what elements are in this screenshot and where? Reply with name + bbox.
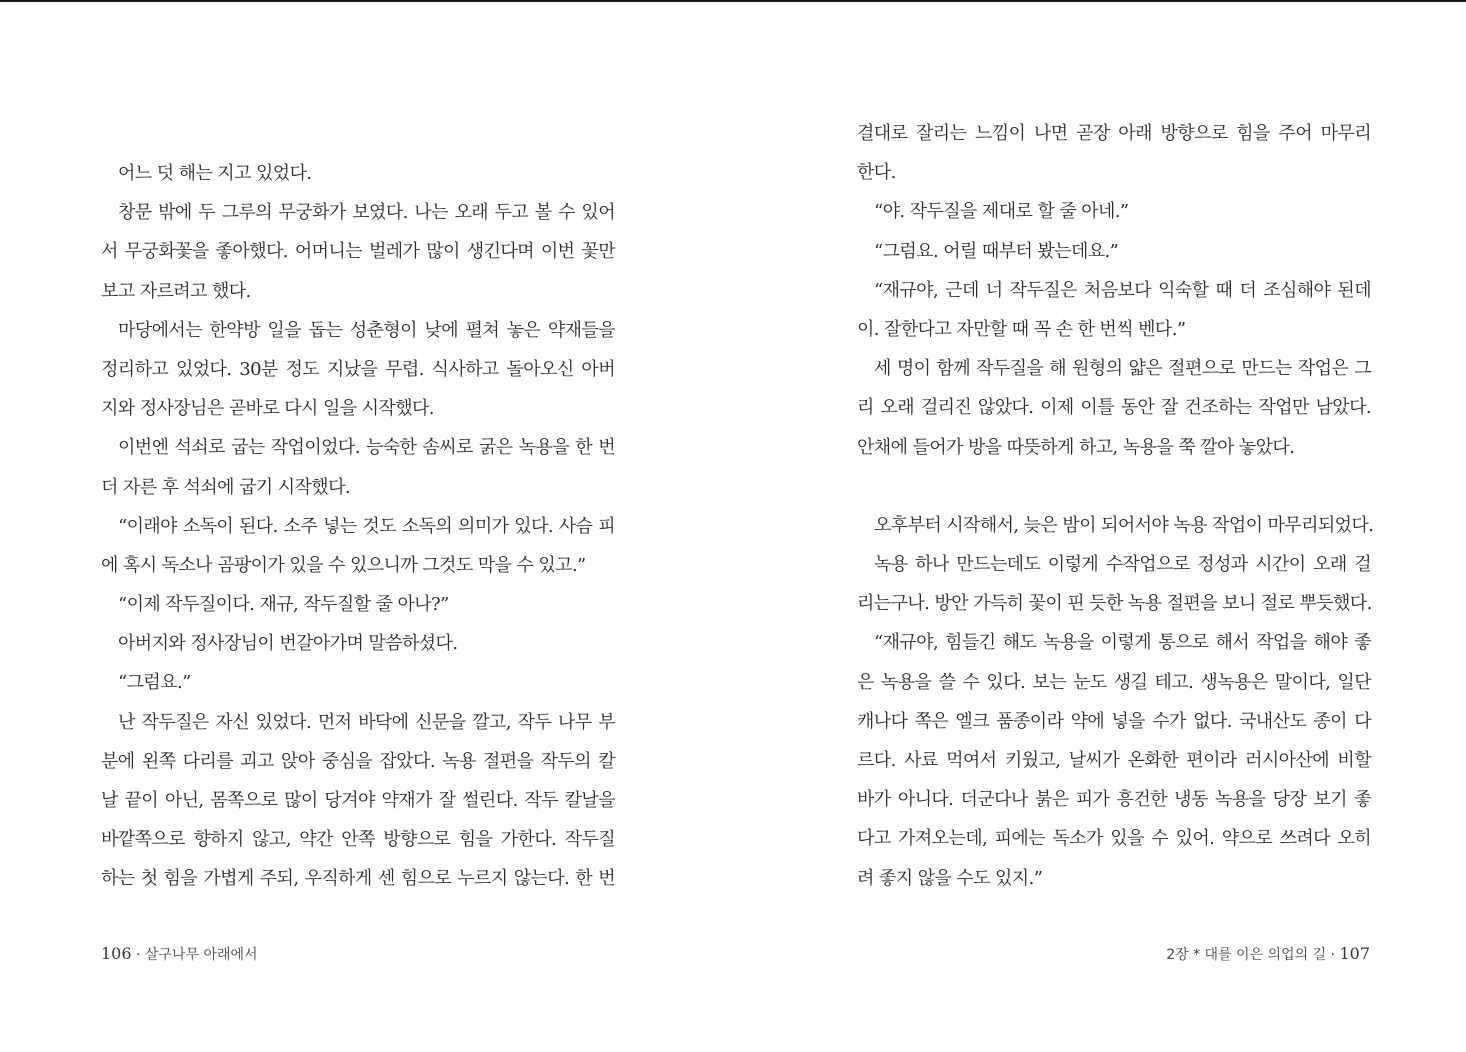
text-line: 지와 정사장님은 곧바로 다시 일을 시작했다. <box>101 398 434 420</box>
right-page-text <box>857 114 1374 898</box>
text-line: 분에 왼쪽 다리를 괴고 앉아 중심을 잡았다. 녹용 절편을 작두의 칼 <box>101 750 615 772</box>
text-line: “이제 작두질이다. 재규, 작두질할 줄 아나?” <box>118 594 449 616</box>
text-line: 하는 첫 힘을 가볍게 주되, 우직하게 센 힘으로 누르지 않는다. 한 번 <box>101 868 615 890</box>
text-line: 바가 아니다. 더군다나 붉은 피가 흥건한 냉동 녹용을 당장 보기 좋 <box>857 789 1371 811</box>
text-line: 이. 잘한다고 자만할 때 꼭 손 한 번씩 벤다.” <box>857 318 1186 340</box>
top-border-rule <box>0 0 1466 2</box>
blank-line <box>857 467 1371 506</box>
text-line: “그럼요.” <box>118 672 191 694</box>
text-line: 어느 덧 해는 지고 있었다. <box>118 163 312 184</box>
left-page-number: 106 <box>101 944 132 963</box>
text-line: 한다. <box>857 162 896 184</box>
left-folio <box>101 944 258 964</box>
text-line: 르다. 사료 먹여서 키웠고, 날씨가 온화한 편이라 러시아산에 비할 <box>857 750 1371 771</box>
text-line: 바깥쪽으로 향하지 않고, 약간 안쪽 방향으로 힘을 가한다. 작두질 <box>101 829 615 851</box>
text-line: “그럼요. 어릴 때부터 봤는데요.” <box>874 240 1119 262</box>
text-line: 보고 자르려고 했다. <box>101 280 251 302</box>
text-line: 난 작두질은 자신 있었다. 먼저 바닥에 신문을 깔고, 작두 나무 부 <box>118 711 615 733</box>
text-line: 안채에 들어가 방을 따뜻하게 하고, 녹용을 쭉 깔아 놓았다. <box>857 436 1295 458</box>
text-line: 에 혹시 독소나 곰팡이가 있을 수 있으니까 그것도 막을 수 있고.” <box>101 554 586 576</box>
text-line: “재규야, 힘들긴 해도 녹용을 이렇게 통으로 해서 작업을 해야 좋 <box>874 632 1371 654</box>
text-line: 오후부터 시작해서, 늦은 밤이 되어서야 녹용 작업이 마무리되었다. <box>874 514 1374 536</box>
text-line: “야. 작두질을 제대로 할 줄 아네.” <box>874 201 1129 223</box>
right-page-number: 107 <box>1339 944 1370 963</box>
text-line: 은 녹용을 쓸 수 있다. 보는 눈도 생길 테고. 생녹용은 말이다, 일단 <box>857 671 1371 693</box>
text-line: 다고 가져오는데, 피에는 독소가 있을 수 있어. 약으로 쓰려다 오히 <box>857 828 1371 850</box>
book-title: 살구나무 아래에서 <box>144 947 258 963</box>
left-folio-separator: · <box>136 947 141 963</box>
chapter-title: 2장 * 대를 이은 의업의 길 <box>1166 947 1327 963</box>
text-line: 캐나다 쪽은 엘크 품종이라 약에 넣을 수가 없다. 국내산도 종이 다 <box>857 710 1371 732</box>
text-line: “재규야, 근데 너 작두질은 처음보다 익숙할 때 더 조심해야 된데 <box>874 279 1371 301</box>
text-line: 더 자른 후 석쇠에 굽기 시작했다. <box>101 476 350 498</box>
text-line: 결대로 잘리는 느낌이 나면 곧장 아래 방향으로 힘을 주어 마무리 <box>857 123 1371 144</box>
text-line: 이번엔 석쇠로 굽는 작업이었다. 능숙한 솜씨로 굵은 녹용을 한 번 <box>118 437 615 459</box>
text-line: 마당에서는 한약방 일을 돕는 성춘형이 낮에 펼쳐 놓은 약재들을 <box>118 319 615 341</box>
right-folio-separator: · <box>1330 947 1335 963</box>
text-line: 리 오래 걸리진 않았다. 이제 이틀 동안 잘 건조하는 작업만 남았다. <box>857 397 1371 419</box>
left-page-text <box>101 154 615 899</box>
text-line: “이래야 소독이 된다. 소주 넣는 것도 소독의 의미가 있다. 사슴 피 <box>118 515 615 537</box>
text-line: 아버지와 정사장님이 번갈아가며 말씀하셨다. <box>118 633 458 655</box>
text-line: 려 좋지 않을 수도 있지.” <box>857 867 1043 889</box>
right-folio <box>1166 944 1370 964</box>
text-line: 세 명이 함께 작두질을 해 원형의 얇은 절편으로 만드는 작업은 그 <box>874 358 1371 380</box>
text-line: 정리하고 있었다. 30분 정도 지났을 무렵. 식사하고 돌아오신 아버 <box>101 358 615 380</box>
text-line: 창문 밖에 두 그루의 무궁화가 보였다. 나는 오래 두고 볼 수 있어 <box>118 202 615 224</box>
text-line: 녹용 하나 만드는데도 이렇게 수작업으로 정성과 시간이 오래 걸 <box>874 554 1371 576</box>
text-line: 서 무궁화꽃을 좋아했다. 어머니는 벌레가 많이 생긴다며 이번 꽃만 <box>101 241 615 263</box>
text-line: 날 끝이 아닌, 몸쪽으로 많이 당겨야 약재가 잘 썰린다. 작두 칼날을 <box>101 790 615 811</box>
text-line: 리는구나. 방안 가득히 꽃이 핀 듯한 녹용 절편을 보니 절로 뿌듯했다. <box>857 593 1372 615</box>
